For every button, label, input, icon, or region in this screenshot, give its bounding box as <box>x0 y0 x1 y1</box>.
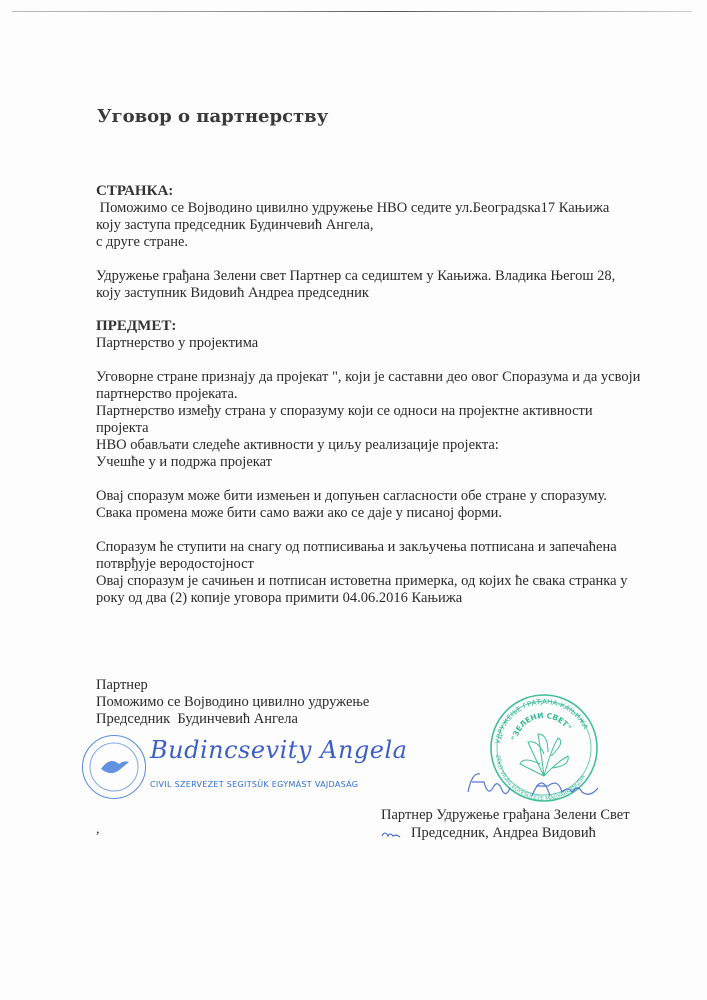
party-line: с друге стране. <box>96 234 189 250</box>
paragraph-line: Овај споразум је сачињен и потписан истоветна примерка, од којих ће свака странка у <box>96 573 628 589</box>
paragraph-line: Учешће у и подржа пројекат <box>96 454 272 470</box>
party-heading: СТРАНКА: <box>96 183 174 199</box>
right-signature-block <box>381 806 630 842</box>
paragraph-line: Партнерство између страна у споразуму који се односи на пројектне активности <box>96 403 593 419</box>
top-scan-edge-line <box>12 11 692 12</box>
paragraph-line: пројекта <box>96 420 149 436</box>
right-handwritten-signature <box>462 768 612 804</box>
svg-text:ZÖLD VILÁG EGYESÜLETE MAGYARKA <box>494 755 587 803</box>
left-signature-line: Партнер <box>96 677 148 693</box>
partner-line: коју заступник Видовић Андреа председник <box>96 285 369 301</box>
party-section <box>96 183 696 302</box>
left-signature-block <box>96 677 369 728</box>
right-signature-line: Председник, Андреа Видовић <box>411 825 596 841</box>
svg-text:"ЗЕЛЕНИ СВЕТ" <box>510 711 573 741</box>
stamp-text-top: УДРУЖЕЊЕ ГРАЂАНА-КАЊИЖА <box>494 697 590 745</box>
paragraph-line: потврђује веродостојност <box>96 556 254 572</box>
left-signature-line: Поможимо се Војводино цивилно удружење <box>96 694 370 710</box>
paragraph-line: Овај споразум може бити измењен и допуњен сагласности обе стране у споразуму. <box>96 488 607 504</box>
paragraph-line: Споразум ће ступити на снагу од потписивања и закључења потписана и запечаћена <box>96 539 617 555</box>
right-signature-line: Партнер Удружење грађана Зелени Свет <box>381 807 630 823</box>
subject-text: Партнерство у пројектима <box>96 335 259 351</box>
left-handwritten-signature: Budincsevity Angela <box>150 736 408 764</box>
subject-section <box>96 318 696 607</box>
left-comma: , <box>96 822 100 837</box>
document-title: Уговор о партнерству <box>97 106 329 127</box>
party-line: коју заступа председник Будинчевић Ангела, <box>96 217 374 233</box>
paragraph-line: НВО обављати следеће активности у циљу реализације пројекта: <box>96 437 499 453</box>
party-line: Поможимо се Војводино цивилно удружење НВО седите ул.Београдsка17 Кањижа <box>96 200 610 216</box>
left-stamp-text: CIVIL SZERVEZET SEGITSÜK EGYMÁST VAJDASÁG <box>150 780 359 789</box>
paragraph-line: року од два (2) копије уговора примити 04.06.2016 Кањижа <box>96 590 463 606</box>
dove-icon <box>101 761 129 773</box>
paragraph-line: Свака промена може бити само важи ако се даје у писаној форми. <box>96 505 503 521</box>
initials-mark-icon <box>381 828 401 840</box>
partner-line: Удружење грађана Зелени свет Партнер са седиштем у Кањижа. Владика Његош 28, <box>96 268 616 284</box>
left-signature-line: Председник Будинчевић Ангела <box>96 711 298 727</box>
right-organization-stamp <box>488 692 600 804</box>
subject-heading: ПРЕДМЕТ: <box>96 318 177 334</box>
stamp-text-mid: "ЗЕЛЕНИ СВЕТ" <box>509 710 574 742</box>
stamp-text-bottom: ZÖLD VILÁG EGYESÜLETE MAGYARKANIZSA <box>494 754 587 803</box>
paragraph-line: партнерство пројеката. <box>96 386 238 402</box>
svg-text:УДРУЖЕЊЕ ГРАЂАНА-КАЊИЖА <box>494 698 589 744</box>
chestnut-leaf-icon <box>520 734 568 776</box>
left-organization-stamp <box>82 735 146 799</box>
paragraph-line: Уговорне стране признају да пројекат ", који је саставни део овог Споразума и да усвоји <box>96 369 641 385</box>
